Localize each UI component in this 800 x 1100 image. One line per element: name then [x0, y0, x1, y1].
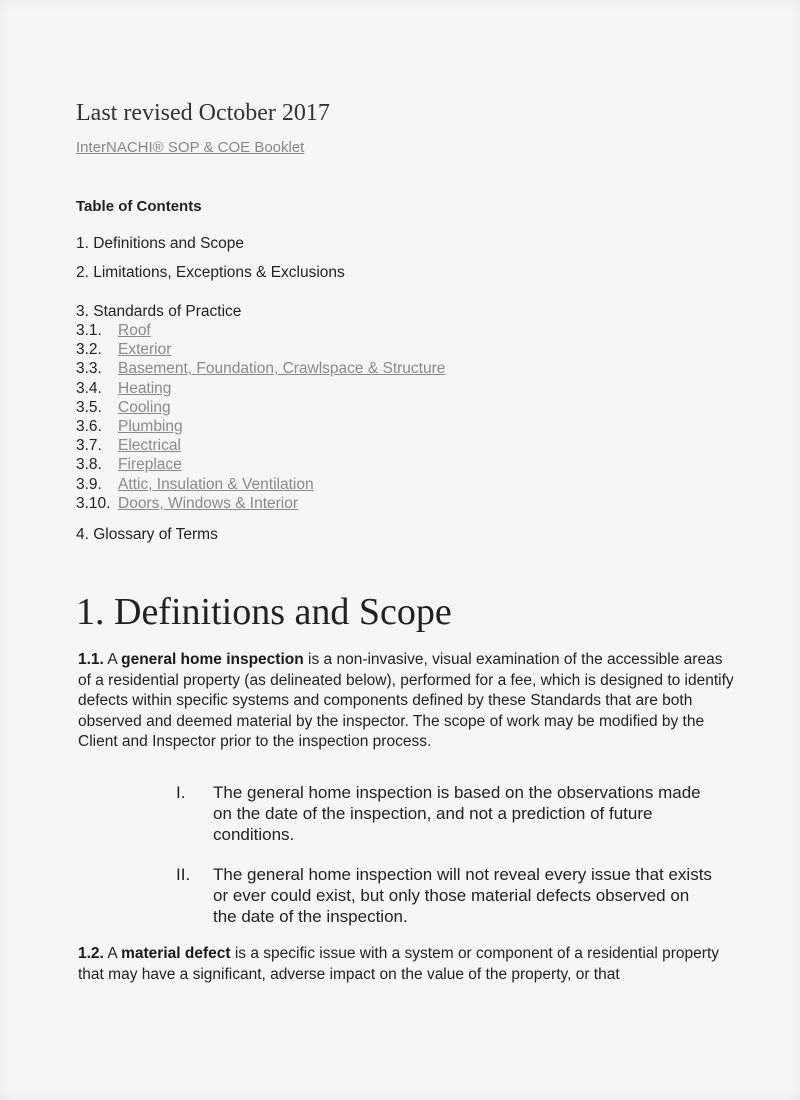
toc-subsection — [76, 495, 298, 514]
toc-entry-standards: 3. Standards of Practice — [76, 303, 242, 320]
revision-date: Last revised October 2017 — [76, 100, 330, 126]
roman-numeral: II. — [176, 865, 191, 884]
toc-subsection-number: 3.6. — [76, 418, 102, 435]
paragraph-prefix: A — [107, 945, 122, 962]
booklet-link[interactable]: InterNACHI® SOP & COE Booklet — [76, 139, 305, 156]
term-general-home-inspection: general home inspection — [121, 651, 304, 668]
paragraph-number: 1.1. — [78, 651, 104, 668]
toc-subsection — [76, 476, 314, 495]
toc-subsection-number: 3.2. — [76, 341, 102, 359]
term-material-defect: material defect — [121, 945, 231, 962]
roman-numeral: I. — [176, 783, 186, 802]
toc-subsection-number: 3.1. — [76, 322, 102, 339]
paragraph-text: is a specific issue with a system or component of a residential property that may have a significant, adverse impact on the value of the property, or that — [78, 945, 720, 983]
toc-subsection-link[interactable]: Roof — [118, 322, 151, 339]
toc-subsection — [76, 360, 445, 379]
paragraph-prefix: A — [107, 651, 122, 668]
toc-entry-definitions: 1. Definitions and Scope — [76, 235, 245, 252]
section-heading: 1. Definitions and Scope — [76, 591, 452, 633]
toc-subsection-link[interactable]: Cooling — [118, 398, 171, 416]
paragraph-number: 1.2. — [78, 945, 104, 962]
toc-subsection-number: 3.10. — [76, 494, 111, 512]
toc-subsection-link[interactable]: Fireplace — [118, 456, 182, 474]
toc-subsection — [76, 322, 151, 341]
toc-subsection-number: 3.9. — [76, 475, 102, 493]
toc-subsection — [76, 456, 182, 475]
toc-subsection — [76, 418, 183, 437]
toc-subsection-link[interactable]: Heating — [118, 379, 172, 397]
paragraph-text: is a non-invasive, visual examination of the accessible areas of a residential property (as delineated below), performed for a fee, which is designed to identify defects within specific systems and components defined by these Standards that are both observed and deemed material by the inspector. The scope of work may be modified by the Client and Inspector prior to the inspection process. — [78, 651, 734, 750]
list-item-text: The general home inspection will not reveal every issue that exists or ever could exist, but only those material defects observed on the date of the inspection. — [213, 865, 712, 926]
toc-subsection-link[interactable]: Exterior — [118, 341, 172, 359]
toc-subsection-link[interactable]: Plumbing — [118, 418, 183, 435]
toc-subsection-number: 3.4. — [76, 379, 102, 397]
toc-subsection — [76, 380, 171, 399]
toc-subsection — [76, 437, 181, 456]
paragraph-1-2 — [78, 944, 738, 985]
toc-subsection-number: 3.5. — [76, 398, 102, 416]
paragraph-1-1 — [78, 650, 738, 753]
toc-title: Table of Contents — [76, 198, 202, 215]
list-item-text: The general home inspection is based on the observations made on the date of the inspection, and not a prediction of future conditions. — [213, 783, 701, 844]
toc-entry-limitations: 2. Limitations, Exceptions & Exclusions — [76, 264, 345, 281]
toc-subsection-link[interactable]: Electrical — [118, 437, 181, 455]
toc-subsection — [76, 341, 171, 360]
toc-subsection — [76, 399, 171, 418]
toc-subsection-link[interactable]: Doors, Windows & Interior — [118, 494, 299, 512]
toc-subsection-link[interactable]: Basement, Foundation, Crawlspace & Structure — [118, 360, 446, 378]
toc-subsection-number: 3.7. — [76, 437, 102, 455]
toc-subsection-number: 3.8. — [76, 456, 102, 474]
toc-subsection-number: 3.3. — [76, 360, 102, 378]
toc-entry-glossary: 4. Glossary of Terms — [76, 526, 218, 543]
toc-subsection-link[interactable]: Attic, Insulation & Ventilation — [118, 475, 314, 493]
